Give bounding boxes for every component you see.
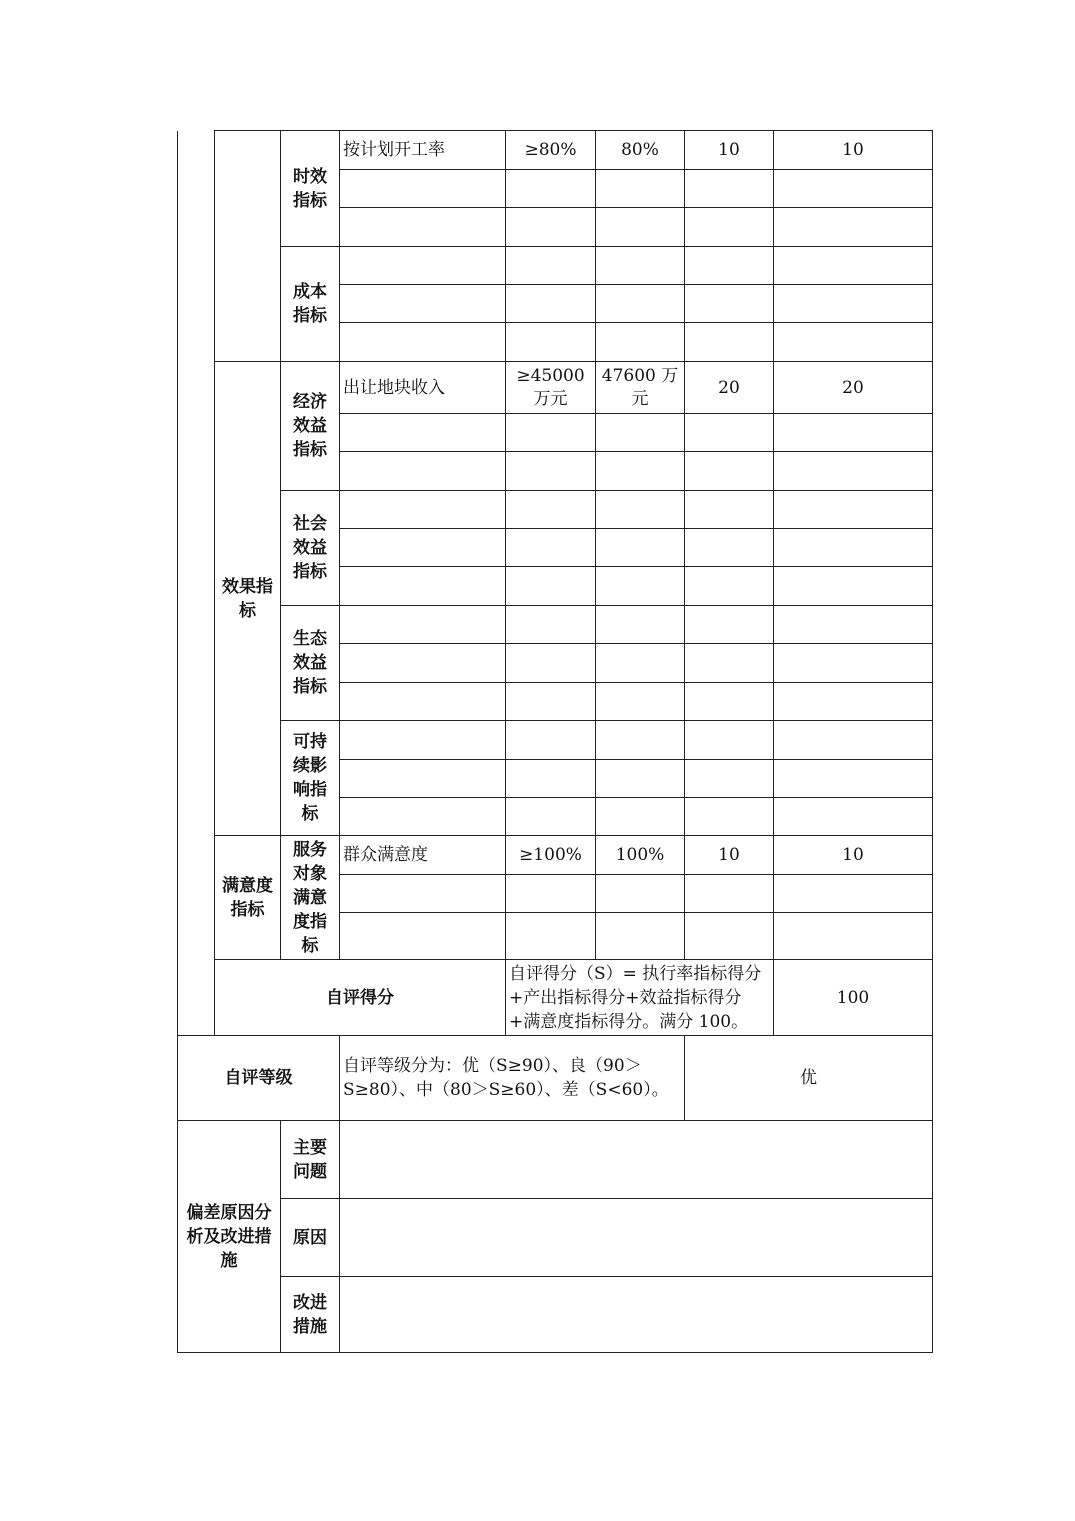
table-cell	[506, 798, 596, 836]
table-cell	[340, 606, 506, 644]
table-cell	[340, 721, 506, 760]
table-cell	[596, 683, 685, 721]
economic-row-1-score: 20	[774, 362, 933, 414]
table-cell	[340, 875, 506, 913]
table-cell	[685, 567, 774, 606]
table-cell	[340, 798, 506, 836]
satisfaction-row-1-target: ≥100%	[506, 836, 596, 875]
table-cell	[596, 644, 685, 683]
table-cell	[340, 414, 506, 452]
table-cell	[596, 567, 685, 606]
social-benefit-label: 社会 效益 指标	[281, 491, 340, 606]
timeliness-row-1-actual: 80%	[596, 131, 685, 170]
table-cell	[596, 913, 685, 960]
economic-benefit-label: 经济 效益 指标	[281, 362, 340, 491]
table-cell	[596, 323, 685, 362]
table-cell	[774, 798, 933, 836]
sustainable-impact-label: 可持 续影 响指 标	[281, 721, 340, 836]
deviation-analysis-label: 偏差原因分 析及改进措 施	[178, 1121, 281, 1353]
table-cell	[506, 247, 596, 285]
economic-row-1-weight: 20	[685, 362, 774, 414]
table-cell	[340, 208, 506, 247]
table-cell	[506, 170, 596, 208]
table-cell	[774, 170, 933, 208]
self-score-formula: 自评得分（S）= 执行率指标得分+产出指标得分+效益指标得分+满意度指标得分。满分 100。	[506, 960, 774, 1036]
table-cell	[774, 567, 933, 606]
table-cell	[340, 760, 506, 798]
table-cell	[596, 208, 685, 247]
table-cell	[596, 798, 685, 836]
table-cell	[596, 606, 685, 644]
satisfaction-row-1-weight: 10	[685, 836, 774, 875]
satisfaction-row-1-score: 10	[774, 836, 933, 875]
table-cell	[685, 491, 774, 529]
table-cell	[685, 875, 774, 913]
table-cell	[340, 285, 506, 323]
table-cell	[685, 606, 774, 644]
table-cell	[685, 247, 774, 285]
timeliness-row-1-target: ≥80%	[506, 131, 596, 170]
table-cell	[685, 798, 774, 836]
table-cell	[340, 683, 506, 721]
table-cell	[340, 323, 506, 362]
table-cell	[340, 452, 506, 491]
table-cell	[685, 285, 774, 323]
table-cell	[685, 452, 774, 491]
table-cell	[685, 913, 774, 960]
economic-row-1-actual: 47600 万 元	[596, 362, 685, 414]
table-cell	[774, 913, 933, 960]
table-cell	[685, 323, 774, 362]
table-cell	[506, 285, 596, 323]
table-cell	[340, 247, 506, 285]
self-score-label: 自评得分	[215, 960, 506, 1036]
table-cell	[340, 170, 506, 208]
table-cell	[774, 208, 933, 247]
performance-table	[177, 130, 933, 1353]
table-cell	[596, 247, 685, 285]
table-cell	[506, 683, 596, 721]
table-cell	[596, 875, 685, 913]
table-cell	[774, 285, 933, 323]
timeliness-indicator-label: 时效 指标	[281, 131, 340, 247]
self-grade-description: 自评等级分为：优（S≥90）、良（90＞S≥80）、中（80＞S≥60）、差（S<60）。	[340, 1036, 685, 1121]
table-cell	[506, 644, 596, 683]
table-cell	[596, 170, 685, 208]
table-cell	[596, 529, 685, 567]
table-cell	[774, 414, 933, 452]
table-cell	[506, 414, 596, 452]
table-cell	[340, 491, 506, 529]
table-cell	[685, 760, 774, 798]
self-score-weight: 100	[774, 960, 933, 1036]
table-cell	[774, 760, 933, 798]
table-cell	[506, 875, 596, 913]
table-cell	[685, 644, 774, 683]
table-cell	[596, 760, 685, 798]
table-cell	[506, 760, 596, 798]
timeliness-row-1-name: 按计划开工率	[340, 131, 506, 170]
table-cell	[774, 644, 933, 683]
satisfaction-row-1-name: 群众满意度	[340, 836, 506, 875]
table-cell	[596, 721, 685, 760]
table-cell	[506, 567, 596, 606]
main-issues-label: 主要 问题	[281, 1121, 340, 1199]
timeliness-row-1-weight: 10	[685, 131, 774, 170]
output-indicator-spacer	[215, 131, 281, 362]
table-cell	[774, 452, 933, 491]
causes-content	[340, 1199, 933, 1277]
satisfaction-indicator-label: 满意度 指标	[215, 836, 281, 960]
table-cell	[340, 644, 506, 683]
table-cell	[774, 683, 933, 721]
table-cell	[774, 606, 933, 644]
table-cell	[774, 875, 933, 913]
table-cell	[506, 721, 596, 760]
table-cell	[506, 208, 596, 247]
table-cell	[774, 491, 933, 529]
cost-indicator-label: 成本 指标	[281, 247, 340, 362]
left-spacer-column	[178, 131, 215, 1036]
table-cell	[685, 721, 774, 760]
causes-label: 原因	[281, 1199, 340, 1277]
timeliness-row-1-score: 10	[774, 131, 933, 170]
table-cell	[685, 208, 774, 247]
service-satisfaction-label: 服务 对象 满意 度指 标	[281, 836, 340, 960]
improvement-measures-content	[340, 1277, 933, 1353]
table-cell	[596, 414, 685, 452]
table-cell	[506, 529, 596, 567]
table-cell	[596, 452, 685, 491]
table-cell	[596, 285, 685, 323]
table-cell	[774, 323, 933, 362]
table-cell	[340, 567, 506, 606]
table-cell	[506, 606, 596, 644]
table-cell	[506, 913, 596, 960]
self-grade-label: 自评等级	[178, 1036, 340, 1121]
table-cell	[506, 491, 596, 529]
economic-row-1-target: ≥45000 万元	[506, 362, 596, 414]
self-grade-value: 优	[685, 1036, 933, 1121]
table-cell	[506, 323, 596, 362]
table-cell	[685, 170, 774, 208]
table-cell	[596, 491, 685, 529]
table-cell	[506, 452, 596, 491]
effect-indicator-label: 效果指 标	[215, 362, 281, 836]
economic-row-1-name: 出让地块收入	[340, 362, 506, 414]
table-cell	[340, 529, 506, 567]
table-cell	[340, 913, 506, 960]
table-cell	[774, 529, 933, 567]
table-cell	[774, 247, 933, 285]
table-cell	[685, 529, 774, 567]
ecological-benefit-label: 生态 效益 指标	[281, 606, 340, 721]
satisfaction-row-1-actual: 100%	[596, 836, 685, 875]
table-cell	[685, 414, 774, 452]
table-cell	[774, 721, 933, 760]
main-issues-content	[340, 1121, 933, 1199]
table-cell	[685, 683, 774, 721]
improvement-measures-label: 改进 措施	[281, 1277, 340, 1353]
